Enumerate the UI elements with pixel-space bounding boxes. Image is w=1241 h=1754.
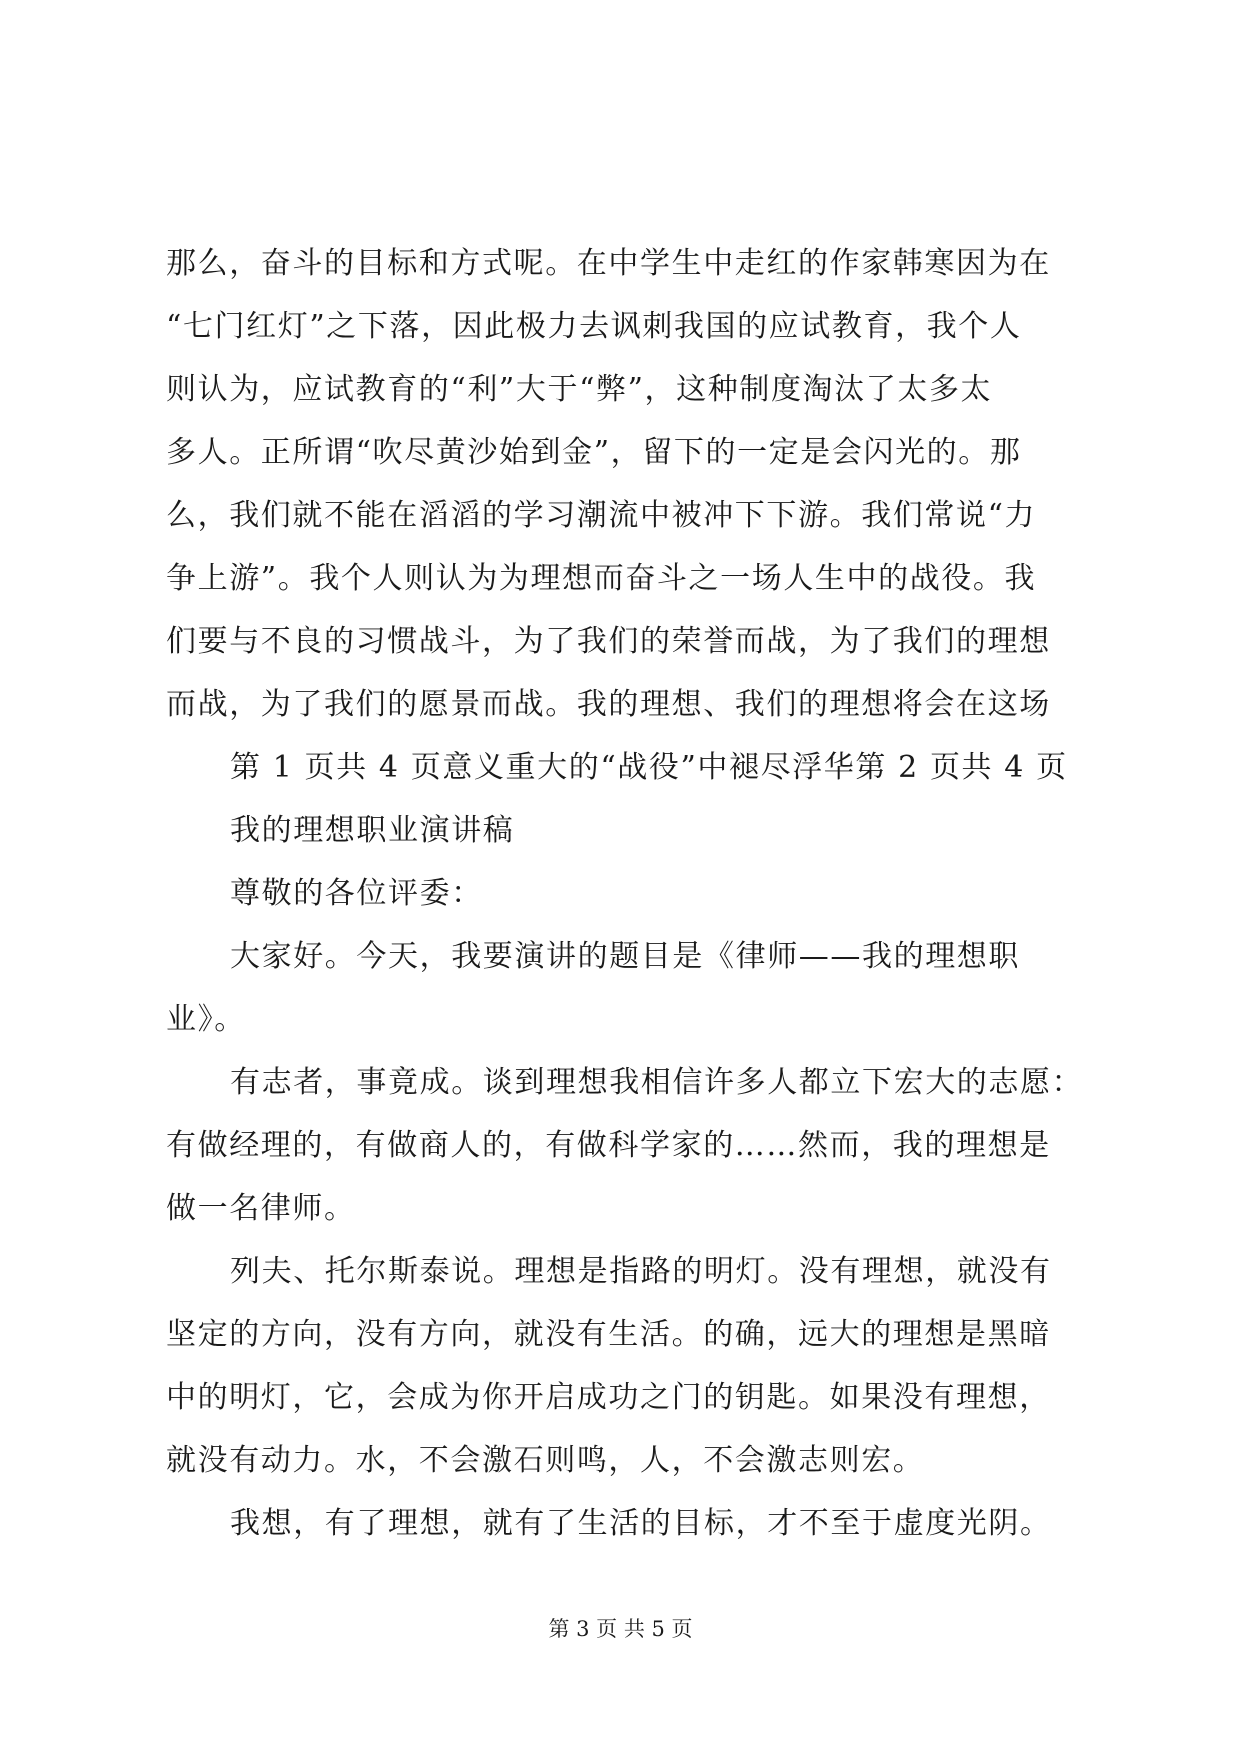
text-line: 做一名律师。 bbox=[166, 1191, 356, 1226]
text-line: 么，我们就不能在滔滔的学习潮流中被冲下下游。我们常说“力 bbox=[166, 498, 1037, 533]
text-line: 而战，为了我们的愿景而战。我的理想、我们的理想将会在这场 bbox=[166, 687, 1051, 722]
page-footer: 第 3 页 共 5 页 bbox=[548, 1617, 693, 1641]
document-body bbox=[166, 232, 1084, 1555]
text-line: 那么，奋斗的目标和方式呢。在中学生中走红的作家韩寒因为在 bbox=[166, 246, 1051, 281]
speech-title: 我的理想职业演讲稿 bbox=[230, 813, 515, 848]
text-line: 列夫、托尔斯泰说。理想是指路的明灯。没有理想，就没有 bbox=[230, 1254, 1052, 1289]
text-line: 有志者，事竟成。谈到理想我相信许多人都立下宏大的志愿： bbox=[230, 1065, 1084, 1100]
text-line: 多人。正所谓“吹尽黄沙始到金”，留下的一定是会闪光的。那 bbox=[166, 435, 1022, 470]
page-marker-line: 第 1 页共 4 页意义重大的“战役”中褪尽浮华第 2 页共 4 页 bbox=[230, 750, 1068, 785]
text-line: “七门红灯”之下落，因此极力去讽刺我国的应试教育，我个人 bbox=[166, 309, 1022, 344]
text-line: 中的明灯，它，会成为你开启成功之门的钥匙。如果没有理想， bbox=[166, 1380, 1051, 1415]
text-line: 则认为，应试教育的“利”大于“弊”，这种制度淘汰了太多太 bbox=[166, 372, 993, 407]
text-line: 们要与不良的习惯战斗，为了我们的荣誉而战，为了我们的理想 bbox=[166, 624, 1051, 659]
salutation: 尊敬的各位评委： bbox=[230, 876, 483, 911]
text-line: 业》。 bbox=[166, 1002, 246, 1037]
text-line: 有做经理的，有做商人的，有做科学家的……然而，我的理想是 bbox=[166, 1128, 1051, 1163]
text-line: 就没有动力。水，不会激石则鸣，人，不会激志则宏。 bbox=[166, 1443, 925, 1478]
text-line: 我想，有了理想，就有了生活的目标，才不至于虚度光阴。 bbox=[230, 1506, 1052, 1541]
text-line: 争上游”。我个人则认为为理想而奋斗之一场人生中的战役。我 bbox=[166, 561, 1037, 596]
text-line: 坚定的方向，没有方向，就没有生活。的确，远大的理想是黑暗 bbox=[166, 1317, 1051, 1352]
text-line: 大家好。今天，我要演讲的题目是《律师——我的理想职 bbox=[230, 939, 1020, 974]
